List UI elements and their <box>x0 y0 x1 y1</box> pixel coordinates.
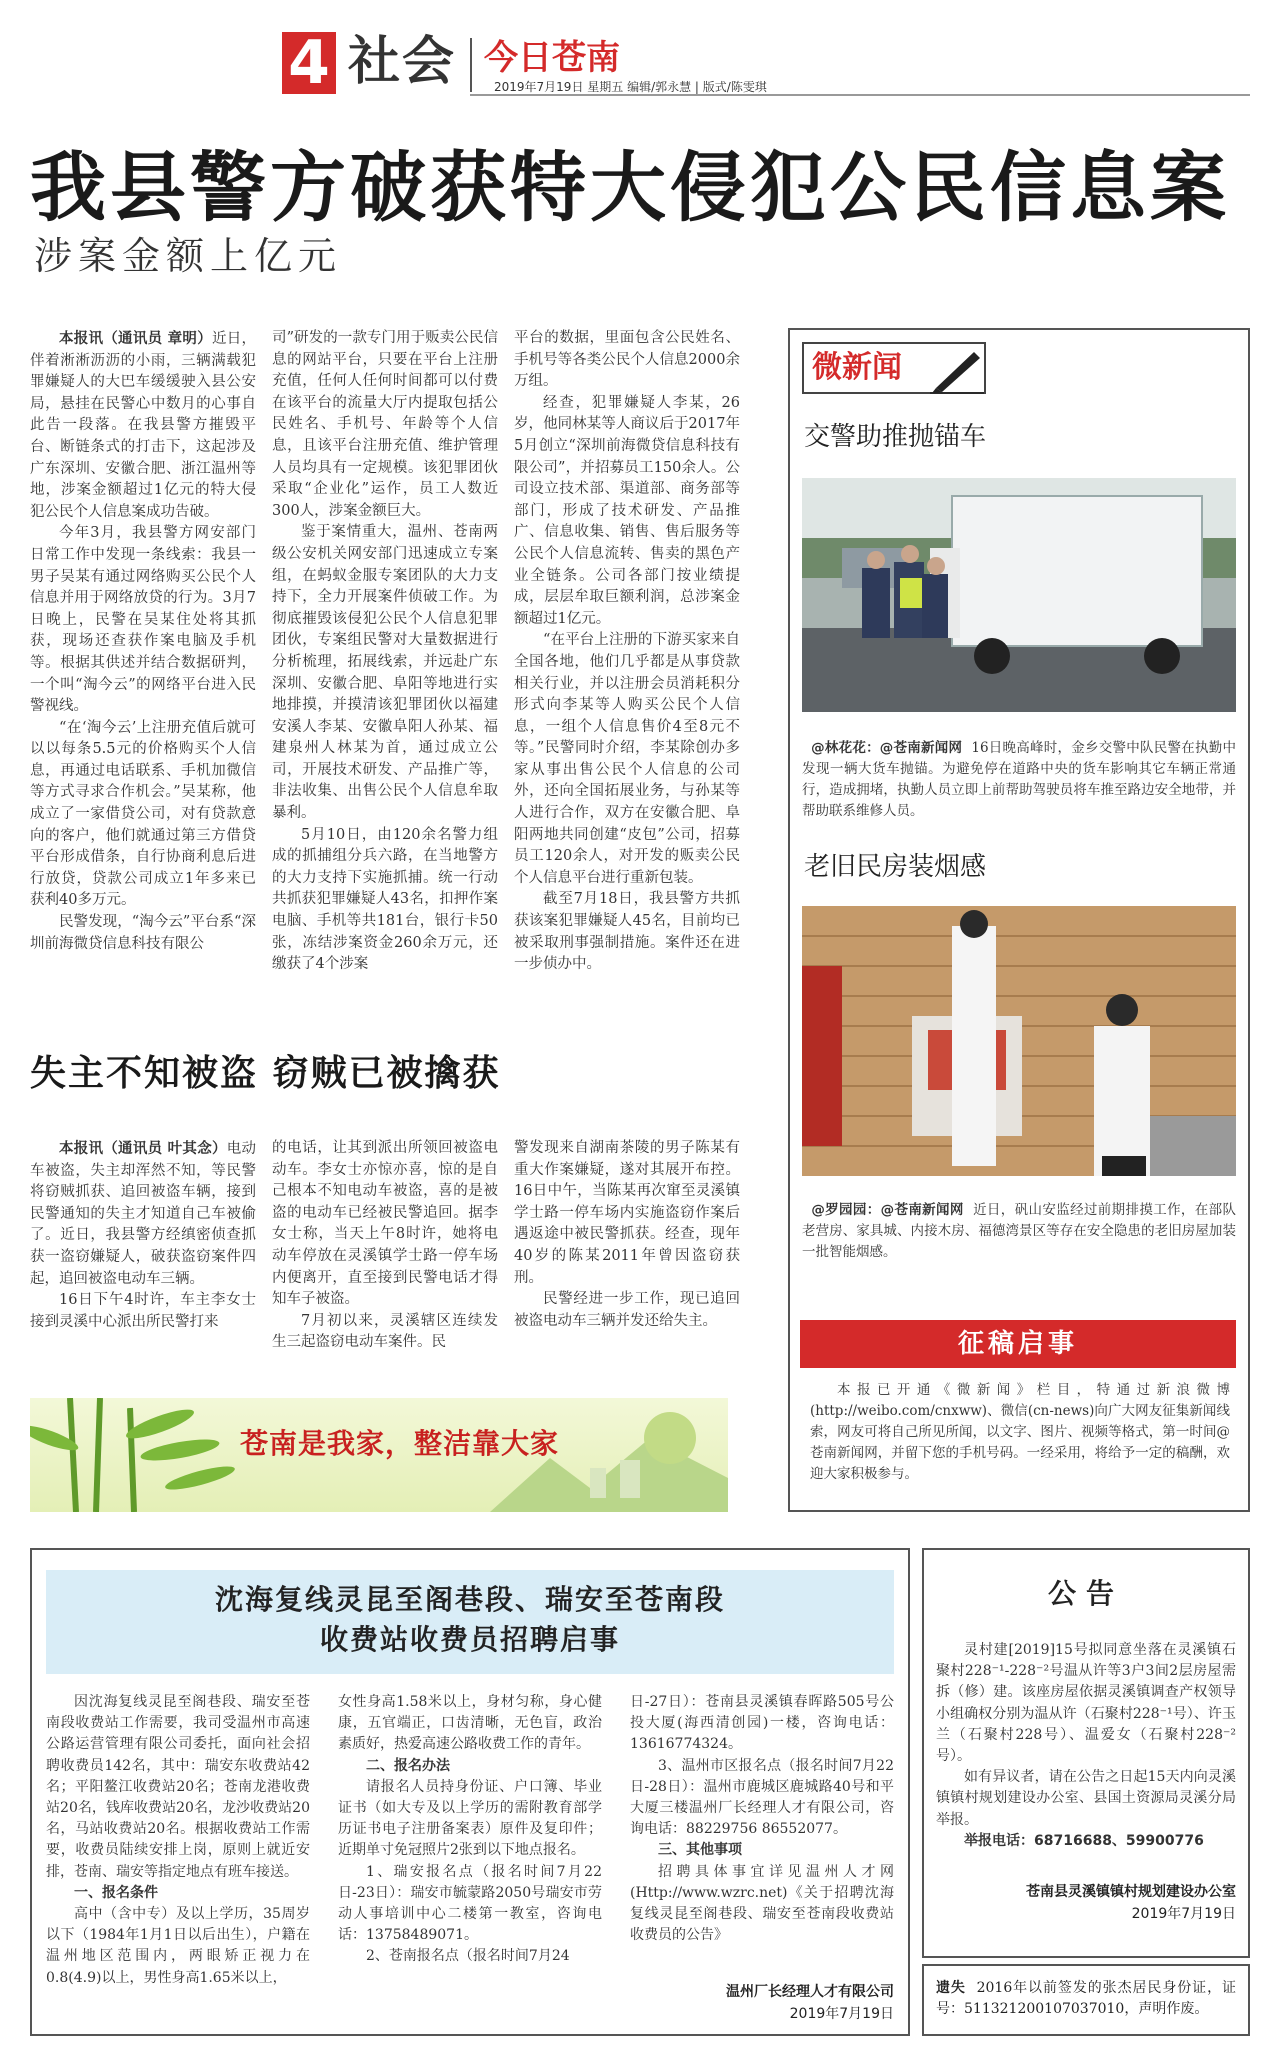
smoke-detector-photo <box>802 906 1236 1176</box>
notice-body <box>936 1640 1236 1852</box>
paragraph: “在平台上注册的下游买家来自全国各地，他们几乎都是从事贷款相关行业，并以注册会员消耗积分形式向李某等人购买公民个人信息，一组个人信息售价4至8元不等。”民警同时介绍，李某除创办多家从事出售公民个人信息的公司外，还向全国拓展业务，与孙某等人进行合作，双方在安徽合肥、阜阳两地共同创建“皮包”公司，招募员工120余人，对开发的贩卖公民个人信息平台进行重新包装。 <box>514 632 740 886</box>
paragraph: 因沈海复线灵昆至阁巷段、瑞安至苍南段收费站工作需要，我司受温州市高速公路运营管理有限公司委托，面向社会招聘收费员142名，其中：瑞安东收费站42名；平阳鳌江收费站20名；苍南龙港收费站20名，钱库收费站20名，龙沙收费站20名，马站收费站20名。根据收费站工作需要，收费员陆续安排上岗，原则上就近安排，苍南、瑞安等指定地点有班车接送。 <box>46 1694 310 1880</box>
notice-phone: 举报电话：68716688、59900776 <box>964 1832 1204 1849</box>
recruit-column-2 <box>338 1692 602 1968</box>
paragraph: 如有异议者，请在公告之日起15天内向灵溪镇镇村规划建设办公室、县国土资源局灵溪分局举报。 <box>936 1769 1236 1828</box>
paragraph: 警发现来自湖南茶陵的男子陈某有重大作案嫌疑，遂对其展开布控。16日中午，当陈某再次窜至灵溪镇学士路一停车场内实施盗窃作案后遇返途中被民警抓获。经查，现年40岁的陈某2011年曾因盗窃获刑。 <box>514 1140 740 1286</box>
recruit-column-1 <box>46 1692 310 1989</box>
notice-title: 公告 <box>1047 1577 1124 1610</box>
truck-photo <box>802 478 1236 712</box>
article1-column-1 <box>30 328 256 955</box>
section-heading: 二、报名办法 <box>366 1757 450 1774</box>
article1-column-3 <box>514 328 740 976</box>
paragraph: 16日下午4时许，车主李女士接到灵溪中心派出所民警打来 <box>30 1292 256 1330</box>
article1-column-2 <box>272 328 498 976</box>
weixinwen-item1-title: 交警助推抛锚车 <box>804 422 987 452</box>
article2-headline: 失主不知被盗 窃贼已被擒获 <box>30 1053 501 1094</box>
paragraph: 灵村建[2019]15号拟同意坐落在灵溪镇石聚村228⁻¹-228⁻²号温从许等3户3间2层房屋需拆（修）建。该座房屋依据灵溪镇调查产权领导小组确权分别为温从许（石聚村228⁻¹号）、许玉兰（石聚村228号）、温爱女（石聚村228⁻²号）。 <box>936 1642 1236 1765</box>
paragraph: 招聘具体事宜详见温州人才网(Http://www.wzrc.net)《关于招聘沈海复线灵昆至阁巷段、瑞安至苍南段收费站收费员的公告》 <box>630 1863 894 1944</box>
banner-slogan: 苍南是我家，整洁靠大家 <box>240 1427 560 1460</box>
weixinwen-item2-caption: @罗园园：@苍南新闻网 近日，矾山安监经过前期排摸工作，在部队老营房、家具城、内接木房、福德湾景区等存在安全隐患的老旧房屋加装一批智能烟感。 <box>802 1202 1237 1260</box>
recruit-date: 2019年7月19日 <box>789 2006 894 2022</box>
paragraph: “在‘淘今云’上注册充值后就可以以每条5.5元的价格购买个人信息，再通过电话联系、手机加微信等方式寻求合作机会。”吴某称，他成立了一家借贷公司，对有贷款意向的客户，他们就通过第三方借贷平台形成借条，自行协商利息后进行放贷，贷款公司成立1年多来已获利40多万元。 <box>30 719 256 909</box>
paragraph: 的电话，让其到派出所领回被盗电动车。李女士亦惊亦喜，惊的是自己根本不知电动车被盗，喜的是被盗的电动车已经被民警追回。据李女士称，当天上午8时许，她将电动车停放在灵溪镇学士路一停车场内便离开，直至接到民警电话才得知车子被盗。 <box>272 1140 498 1308</box>
lost-notice-text: 遗失 2016年以前签发的张杰居民身份证，证号：511321200107037010，声明作废。 <box>936 1980 1237 2018</box>
main-subheadline: 涉案金额上亿元 <box>34 234 343 278</box>
weixinwen-label: 微新闻 <box>812 350 902 385</box>
main-headline: 我县警方破获特大侵犯公民信息案 <box>30 143 1230 232</box>
paragraph: 民警经进一步工作，现已追回被盗电动车三辆并发还给失主。 <box>514 1291 740 1329</box>
weixinwen-item1-caption: @林花花：@苍南新闻网 16日晚高峰时，金乡交警中队民警在执勤中发现一辆大货车抛锚。为避免停在道路中央的货车影响其它车辆正常通行，造成拥堵，执勤人员立即上前帮助驾驶员将车推至路边安全地带，并帮助联系维修人员。 <box>802 740 1236 819</box>
paragraph: 司”研发的一款专门用于贩卖公民信息的网站平台，只要在平台上注册充值，任何人任何时间都可以付费在该平台的流量大厅内提取包括公民姓名、手机号、年龄等个人信息，且该平台注册充值、维护管理人员均具有一定规模。该犯罪团伙采取“企业化”运作，员工人数近300人，涉案金额巨大。 <box>272 330 498 519</box>
notice-date: 2019年7月19日 <box>1131 1906 1236 1922</box>
paragraph: 日-27日）：苍南县灵溪镇春晖路505号公投大厦(海西清创园)一楼，咨询电话：13616774324。 <box>630 1694 894 1753</box>
header-divider <box>470 38 472 92</box>
section-title: 社会 <box>348 32 457 92</box>
zhenggao-title: 征稿启事 <box>800 1320 1236 1368</box>
paragraph: 女性身高1.58米以上，身材匀称，身心健康，五官端正，口齿清晰，无色盲，政治素质好，热爱高速公路收费工作的青年。 <box>338 1694 602 1753</box>
paragraph: 本报讯（通讯员 章明）近日，伴着淅淅沥沥的小雨，三辆满载犯罪嫌疑人的大巴车缓缓驶入县公安局，悬挂在民警心中数月的心事自此告一段落。在我县警方摧毁平台、断链条式的打击下，这起涉及广东深圳、安徽合肥、浙江温州等地，涉案金额超过1亿元的特大侵犯公民个人信息案成功告破。 <box>30 330 256 520</box>
paragraph: 本报讯（通讯员 叶其念）电动车被盗，失主却浑然不知，等民警将窃贼抓获、追回被盗车辆，接到民警通知的失主才知道自己车被偷了。近日，我县警方经缜密侦查抓获一盗窃嫌疑人，破获盗窃案件四起，追回被盗电动车三辆。 <box>30 1140 256 1287</box>
paragraph: 7月初以来，灵溪辖区连续发生三起盗窃电动车案件。民 <box>272 1312 498 1351</box>
paragraph: 1、瑞安报名点（报名时间7月22日-23日）：瑞安市毓蒙路2050号瑞安市劳动人事培训中心二楼第一教室，咨询电话：13758489071。 <box>338 1863 602 1944</box>
recruit-signature: 温州厂长经理人才有限公司 <box>726 1984 894 2000</box>
paragraph: 平台的数据，里面包含公民姓名、手机号等各类公民个人信息2000余万组。 <box>514 330 740 390</box>
brand-title: 今日苍南 <box>484 38 620 78</box>
paragraph: 鉴于案情重大，温州、苍南两级公安机关网安部门迅速成立专案组，在蚂蚁金服专案团队的大力支持下，全力开展案件侦破工作。为彻底摧毁该侵犯公民个人信息犯罪团伙，专案组民警对大量数据进行分析梳理，拓展线索，并远赴广东深圳、安徽合肥、阜阳等地进行实地排摸，并摸清该犯罪团伙以福建安溪人李某、安徽阜阳人孙某、福建泉州人林某为首，通过成立公司，开展技术研发、产品推广等，非法收集、出售公民个人信息牟取暴利。 <box>272 524 498 822</box>
paragraph: 民警发现，“淘今云”平台系“深圳前海微贷信息科技有限公 <box>30 914 256 952</box>
section-heading: 三、其他事项 <box>658 1842 742 1859</box>
article2-column-1 <box>30 1138 256 1333</box>
pen-icon <box>930 344 986 394</box>
zhenggao-text: 本报已开通《微新闻》栏目，特通过新浪微博(http://weibo.com/cnxww)、微信(cn-news)向广大网友征集新闻线索，网友可将自己所见所闻，以文字、图片、视频等格式，第一时间@苍南新闻网，并留下您的手机号码。一经采用，将给予一定的稿酬，欢迎大家积极参与。 <box>810 1382 1230 1482</box>
header-meta: 2019年7月19日 星期五 编辑/郭永慧 | 版式/陈雯琪 <box>494 80 767 94</box>
paragraph: 请报名人员持身份证、户口簿、毕业证书（如大专及以上学历的需附教育部学历证书电子注册备案表）原件及复印件；近期单寸免冠照片2张到以下地点报名。 <box>338 1778 602 1859</box>
section-heading: 一、报名条件 <box>74 1884 158 1901</box>
paragraph: 2、苍南报名点（报名时间7月24 <box>366 1948 570 1965</box>
header-rule <box>470 94 1250 96</box>
recruit-column-3 <box>630 1692 894 1946</box>
article2-column-3 <box>514 1138 740 1332</box>
paragraph: 3、温州市区报名点（报名时间7月22日-28日）：温州市鹿城区鹿城路40号和平大厦三楼温州厂长经理人才有限公司，咨询电话：88229756 86552077。 <box>630 1757 894 1838</box>
paragraph: 今年3月，我县警方网安部门日常工作中发现一条线索：我县一男子吴某有通过网络购买公民个人信息并用于网络放贷的行为。3月7日晚上，民警在吴某住处将其抓获，现场还查获作案电脑及手机等。根据其供述并结合数据研判，一个叫“淘今云”的网络平台进入民警视线。 <box>30 525 256 715</box>
paragraph: 截至7月18日，我县警方共抓获该案犯罪嫌疑人45名，目前均已被采取刑事强制措施。案件还在进一步侦办中。 <box>514 891 740 973</box>
article2-column-2 <box>272 1138 498 1354</box>
recruit-title: 沈海复线灵昆至阁巷段、瑞安至苍南段 收费站收费员招聘启事 <box>214 1583 725 1656</box>
paragraph: 经查，犯罪嫌疑人李某，26岁，他同林某等人商议后于2017年5月创立“深圳前海微贷信息科技有限公司”，并招募员工150余人。公司设立技术部、渠道部、商务部等部门，形成了技术研发、产品推广、信息收集、销售、售后服务等公民个人信息流转、售卖的黑色产业全链条。公司各部门按业绩提成，层层牟取巨额利润，总涉案金额超过1亿元。 <box>514 394 740 627</box>
paragraph: 5月10日，由120余名警力组成的抓捕组分兵六路，在当地警方的大力支持下实施抓捕。统一行动共抓获犯罪嫌疑人43名，扣押作案电脑、手机等共181台，银行卡50张，冻结涉案资金260余万元，还缴获了4个涉案 <box>272 826 498 973</box>
notice-signature: 苍南县灵溪镇镇村规划建设办公室 <box>1026 1884 1236 1900</box>
weixinwen-item2-title: 老旧民房装烟感 <box>804 852 987 882</box>
page-number: 4 <box>282 32 336 94</box>
paragraph: 高中（含中专）及以上学历，35周岁以下（1984年1月1日以后出生），户籍在温州地区范围内，两眼矫正视力在0.8(4.9)以上，男性身高1.65米以上， <box>46 1906 310 1986</box>
